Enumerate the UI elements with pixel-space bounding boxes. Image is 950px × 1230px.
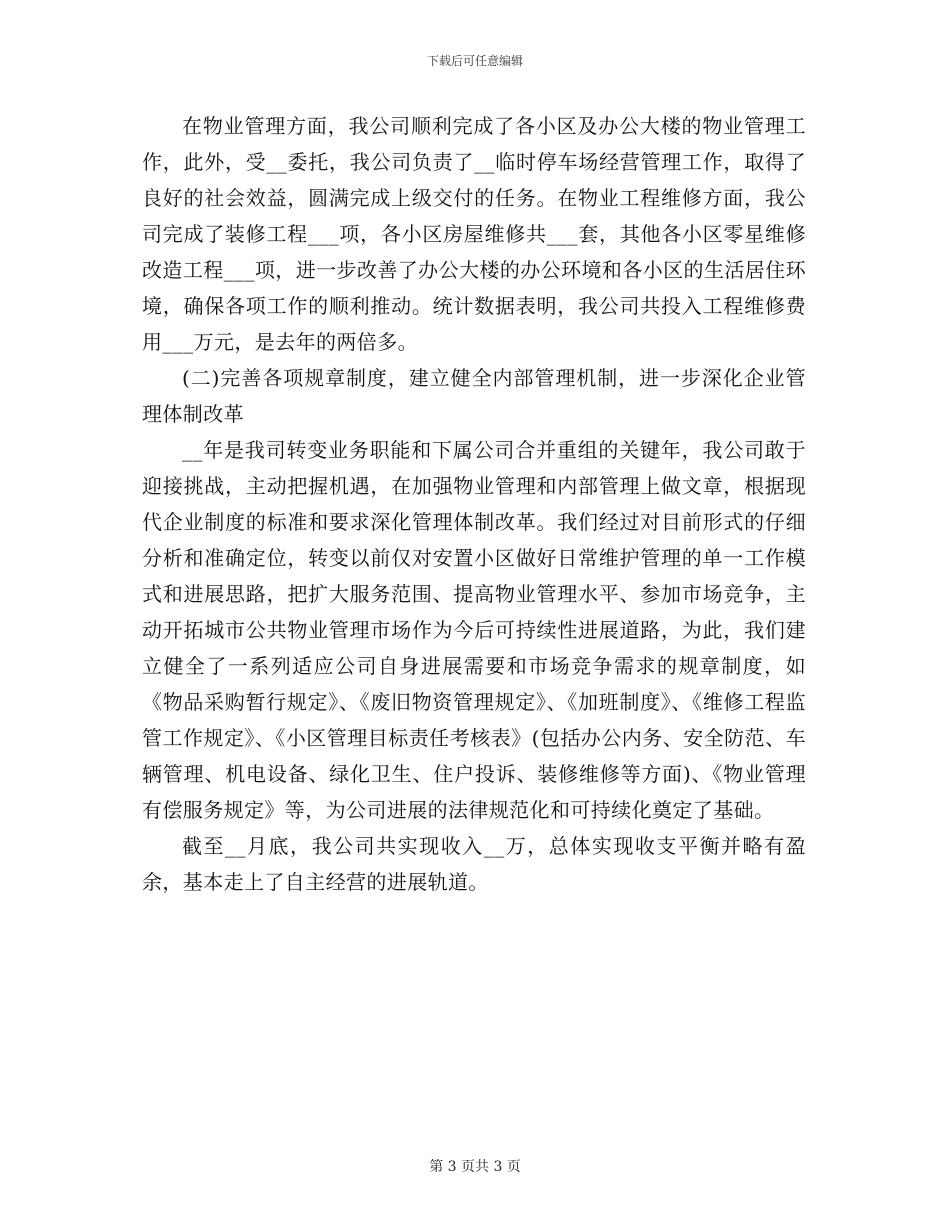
page-header: 下载后可任意编辑 — [426, 54, 523, 68]
page-number-footer: 第 3 页共 3 页 — [429, 1159, 521, 1175]
paragraph-property-management: 在物业管理方面，我公司顺利完成了各小区及办公大楼的物业管理工作，此外，受__委托，我公司负责了__临时停车场经营管理工作，取得了良好的社会效益，圆满完成上级交付的任务。在物业工程维修方面，我公司完成了装修工程___项，各小区房屋维修共___套，其他各小区零星维修改造工程___项，进一步改善了办公大楼的办公环境和各小区的生活居住环境，确保各项工作的顺利推动。统计数据表明，我公司共投入工程维修费用___万元，是去年的两倍多。 — [142, 114, 806, 354]
document-body — [142, 108, 806, 900]
paragraph-reform: __年是我司转变业务职能和下属公司合并重组的关键年，我公司敢于迎接挑战，主动把握机遇，在加强物业管理和内部管理上做文章，根据现代企业制度的标准和要求深化管理体制改革。我们经过对目前形式的仔细分析和准确定位，转变以前仅对安置小区做好日常维护管理的单一工作模式和进展思路，把扩大服务范围、提高物业管理水平、参加市场竞争，主动开拓城市公共物业管理市场作为今后可持续性进展道路，为此，我们建立健全了一系列适应公司自身进展需要和市场竞争需求的规章制度，如《物品采购暂行规定》、《废旧物资管理规定》、《加班制度》、《维修工程监管工作规定》、《小区管理目标责任考核表》(包括办公内务、安全防范、车辆管理、机电设备、绿化卫生、住户投诉、装修维修等方面)、《物业管理有偿服务规定》等，为公司进展的法律规范化和可持续化奠定了基础。 — [142, 438, 806, 822]
section-heading-regulations: (二)完善各项规章制度，建立健全内部管理机制，进一步深化企业管理体制改革 — [142, 366, 806, 426]
paragraph-income: 截至__月底，我公司共实现收入__万，总体实现收支平衡并略有盈余，基本走上了自主经营的进展轨道。 — [142, 834, 806, 894]
